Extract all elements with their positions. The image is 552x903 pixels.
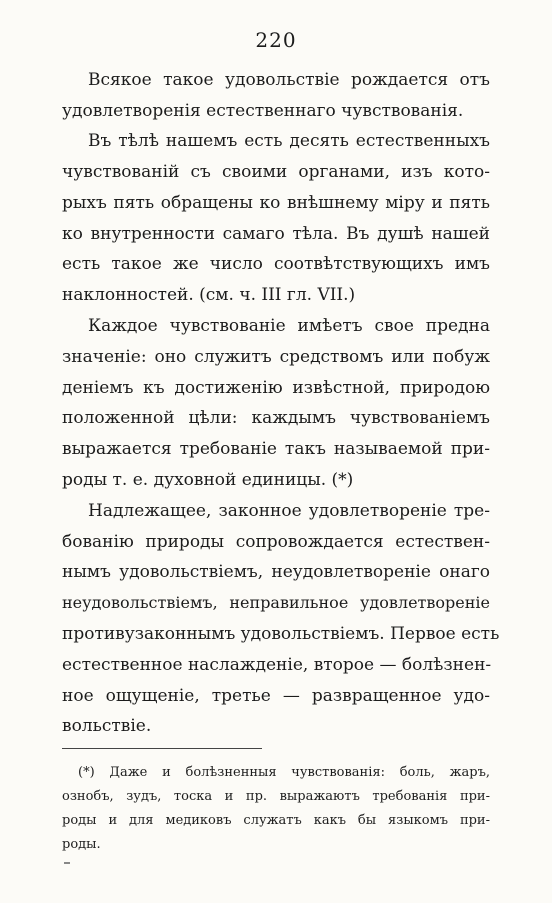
body-line: неудовольствіемъ, неправильное удовлетвореніе [62,593,490,612]
body-line: выражается требованіе такъ называемой при- [62,439,490,459]
body-line: удовлетворенія естественнаго чувствованія. [62,101,464,121]
body-line: ное ощущеніе, третье — развращенное удо- [62,686,490,706]
body-line: есть такое же число соотвѣтствующихъ имъ [62,254,490,274]
body-line: естественное наслажденіе, второе — болѣзнен- [62,655,492,675]
body-line: чувствованій съ своими органами, изъ кото- [62,162,490,182]
body-line: рыхъ пять обращены ко внѣшнему міру и пять [62,193,490,213]
body-line: положенной цѣли: каждымъ чувствованіемъ [62,408,490,428]
body-line: Каждое чувствованіе имѣетъ свое предна [88,316,490,336]
footnote-divider [62,748,262,749]
body-line: наклонностей. (см. ч. III гл. VII.) [62,285,356,305]
body-line: Надлежащее, законное удовлетвореніе тре- [88,501,490,521]
body-line: нымъ удовольствіемъ, неудовлетвореніе онаго [62,562,490,582]
body-line: противузаконнымъ удовольствіемъ. Первое есть [62,624,500,644]
footnote-line: ознобъ, зудъ, тоска и пр. выражаютъ требованія при- [62,789,490,804]
body-line: значеніе: оно служитъ средствомъ или побуж [62,347,490,367]
body-line: роды т. е. духовной единицы. (*) [62,470,354,490]
body-line: Всякое такое удовольствіе рождается отъ [88,70,490,90]
body-line: бованію природы сопровождается естествен- [62,532,490,552]
footnote-line: роды и для медиковъ служатъ какъ бы языкомъ при- [62,813,490,828]
body-line: деніемъ къ достиженію извѣстной, природою [62,378,490,398]
body-line: вольствіе. [62,716,152,736]
body-line: Въ тѣлѣ нашемъ есть десять естественныхъ [88,131,490,151]
print-mark [64,862,70,864]
footnote-line: (*) Даже и болѣзненныя чувствованія: боль, жаръ, [78,765,490,780]
body-line: ко внутренности самаго тѣла. Въ душѣ нашей [62,224,490,244]
footnote-line: роды. [62,837,101,852]
page-number: 220 [255,28,297,52]
